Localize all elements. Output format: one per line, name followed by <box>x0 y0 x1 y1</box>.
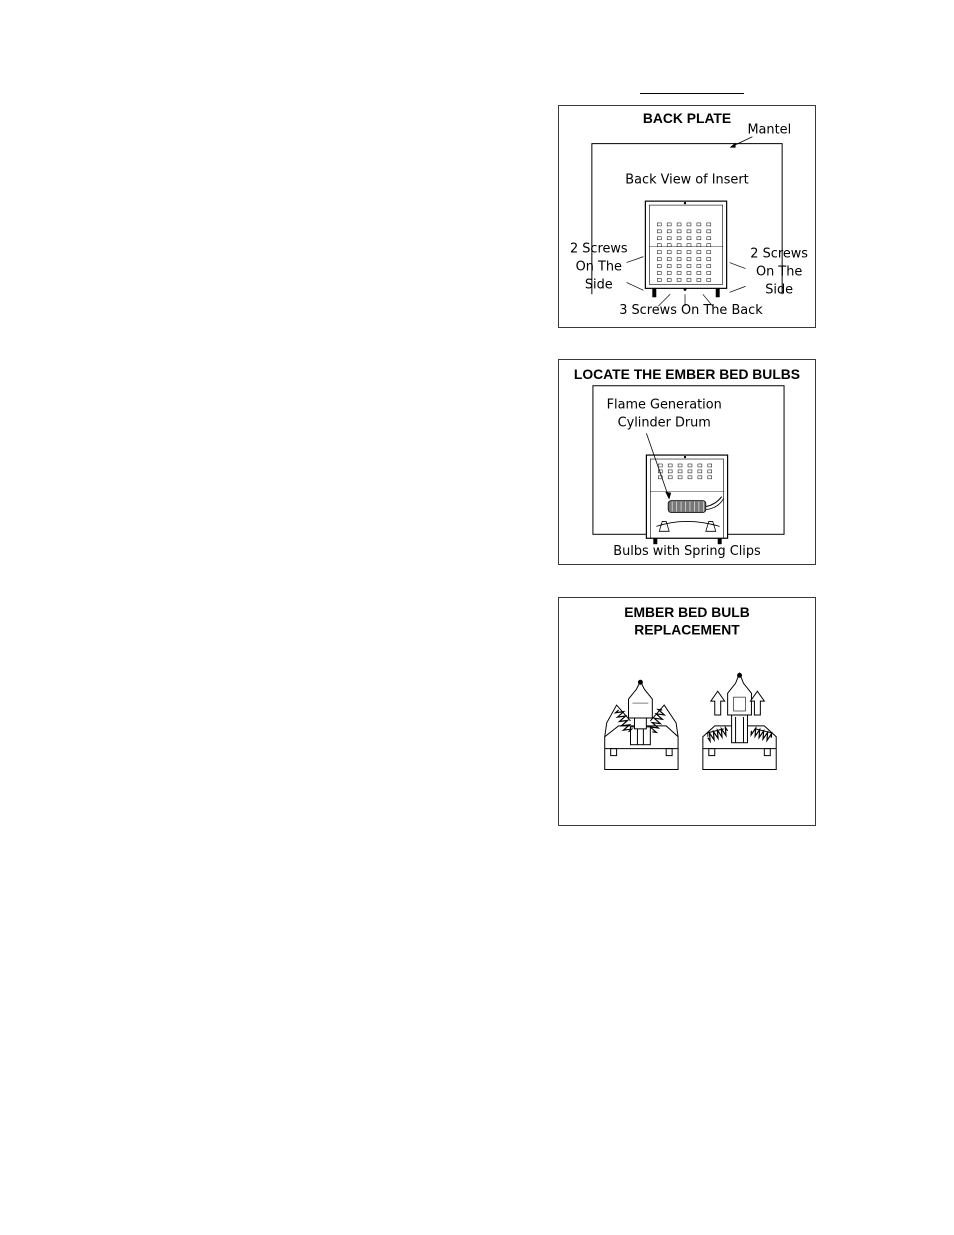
insert-back <box>645 201 726 297</box>
right-screws-line2: On The <box>755 264 803 280</box>
bulb-removing <box>703 673 776 769</box>
back-plate-panel <box>558 105 816 328</box>
drum-label-line1: Flame Generation <box>606 397 722 413</box>
left-screws-line1: 2 Screws <box>569 241 628 257</box>
bulb-replacement-panel <box>558 597 816 826</box>
mantel-label: Mantel <box>747 122 792 138</box>
back-plate-title: BACK PLATE <box>642 109 732 126</box>
bulb-replacement-diagram <box>559 598 815 825</box>
header-rule <box>640 93 744 94</box>
right-screws-line1: 2 Screws <box>750 246 809 262</box>
clips-label: Bulbs with Spring Clips <box>613 544 761 560</box>
right-screws-line3: Side <box>765 282 794 298</box>
mantel-leader <box>734 137 753 146</box>
replacement-title-line2: REPLACEMENT <box>634 621 740 638</box>
back-plate-diagram <box>559 106 815 327</box>
bulb-installed <box>605 680 678 769</box>
up-arrow-left <box>711 691 725 715</box>
back-view-label: Back View of Insert <box>625 172 749 188</box>
ember-bulbs-diagram <box>559 360 815 564</box>
ember-bulbs-title: LOCATE THE EMBER BED BULBS <box>573 365 801 382</box>
drum-label-line2: Cylinder Drum <box>617 415 711 431</box>
bottom-screws-label: 3 Screws On The Back <box>619 303 763 319</box>
up-arrow-right <box>750 691 764 715</box>
ember-bulbs-panel <box>558 359 816 565</box>
replacement-title-line1: EMBER BED BULB <box>624 603 750 620</box>
left-screws-line2: On The <box>575 259 622 275</box>
left-screws-line3: Side <box>584 277 613 293</box>
